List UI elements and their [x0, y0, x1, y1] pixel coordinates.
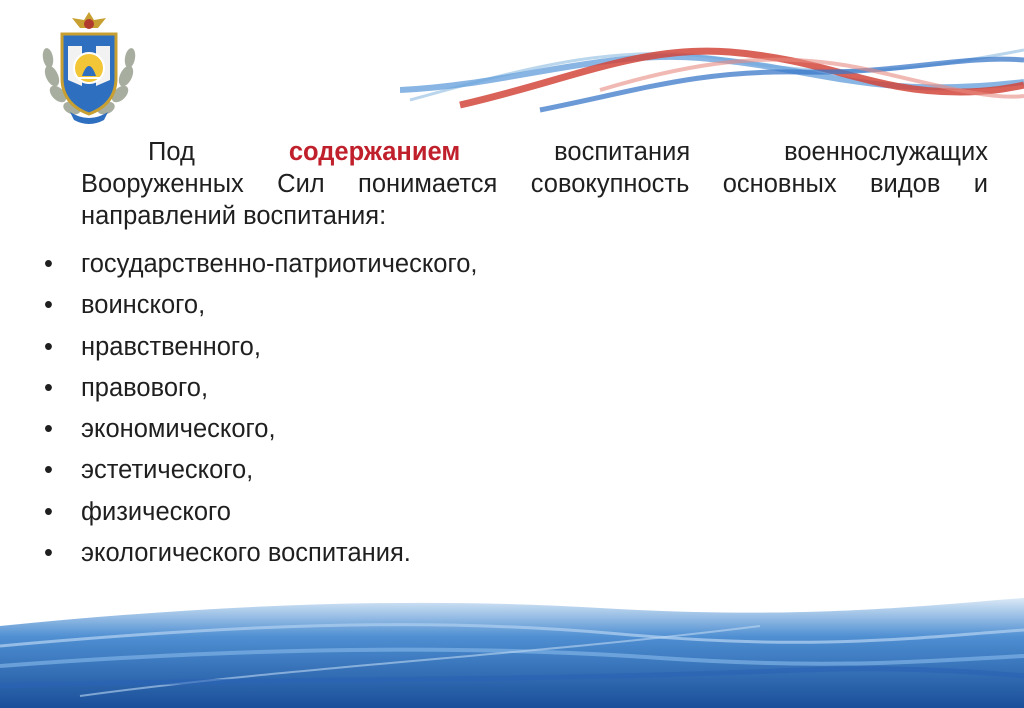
list-item: [0, 496, 477, 537]
list-item-text: физического: [81, 497, 231, 526]
bullet: •: [44, 291, 53, 320]
intro-word-2: воспитания: [554, 138, 691, 166]
bullet: •: [44, 332, 53, 361]
list-item-text: государственно-патриотического,: [81, 250, 478, 278]
bottom-decorative-band: [0, 586, 1024, 708]
list-item-text: эстетического,: [81, 456, 254, 485]
list-item: [0, 372, 477, 413]
list-item-text: правового,: [81, 373, 209, 402]
education-types-list: [0, 248, 477, 578]
list-item: [0, 331, 477, 372]
bullet: •: [44, 456, 53, 485]
bullet: •: [44, 415, 53, 444]
intro-rest: Вооруженных Сил понимается совокупность основных видов и направлений воспитания:: [81, 170, 988, 230]
list-item-text: нравственного,: [81, 332, 261, 361]
top-decorative-waves: [400, 30, 1024, 120]
intro-first-line: [81, 136, 988, 168]
military-academy-emblem-icon: [34, 6, 144, 128]
intro-emphasis: содержанием: [288, 138, 461, 166]
intro-word-1: Под: [148, 138, 195, 166]
bullet: •: [44, 250, 53, 278]
bullet: •: [44, 373, 53, 402]
intro-word-3: военнослужащих: [784, 138, 988, 166]
list-item: [0, 413, 477, 454]
list-item: [0, 289, 477, 330]
list-item-text: воинского,: [81, 291, 206, 320]
list-item-text: экологического воспитания.: [81, 539, 411, 568]
bullet: •: [44, 539, 53, 568]
list-item-text: экономического,: [81, 415, 276, 444]
intro-paragraph: [81, 136, 988, 232]
list-item: [0, 248, 477, 289]
bullet: •: [44, 497, 53, 526]
list-item: [0, 537, 477, 578]
list-item: [0, 454, 477, 495]
